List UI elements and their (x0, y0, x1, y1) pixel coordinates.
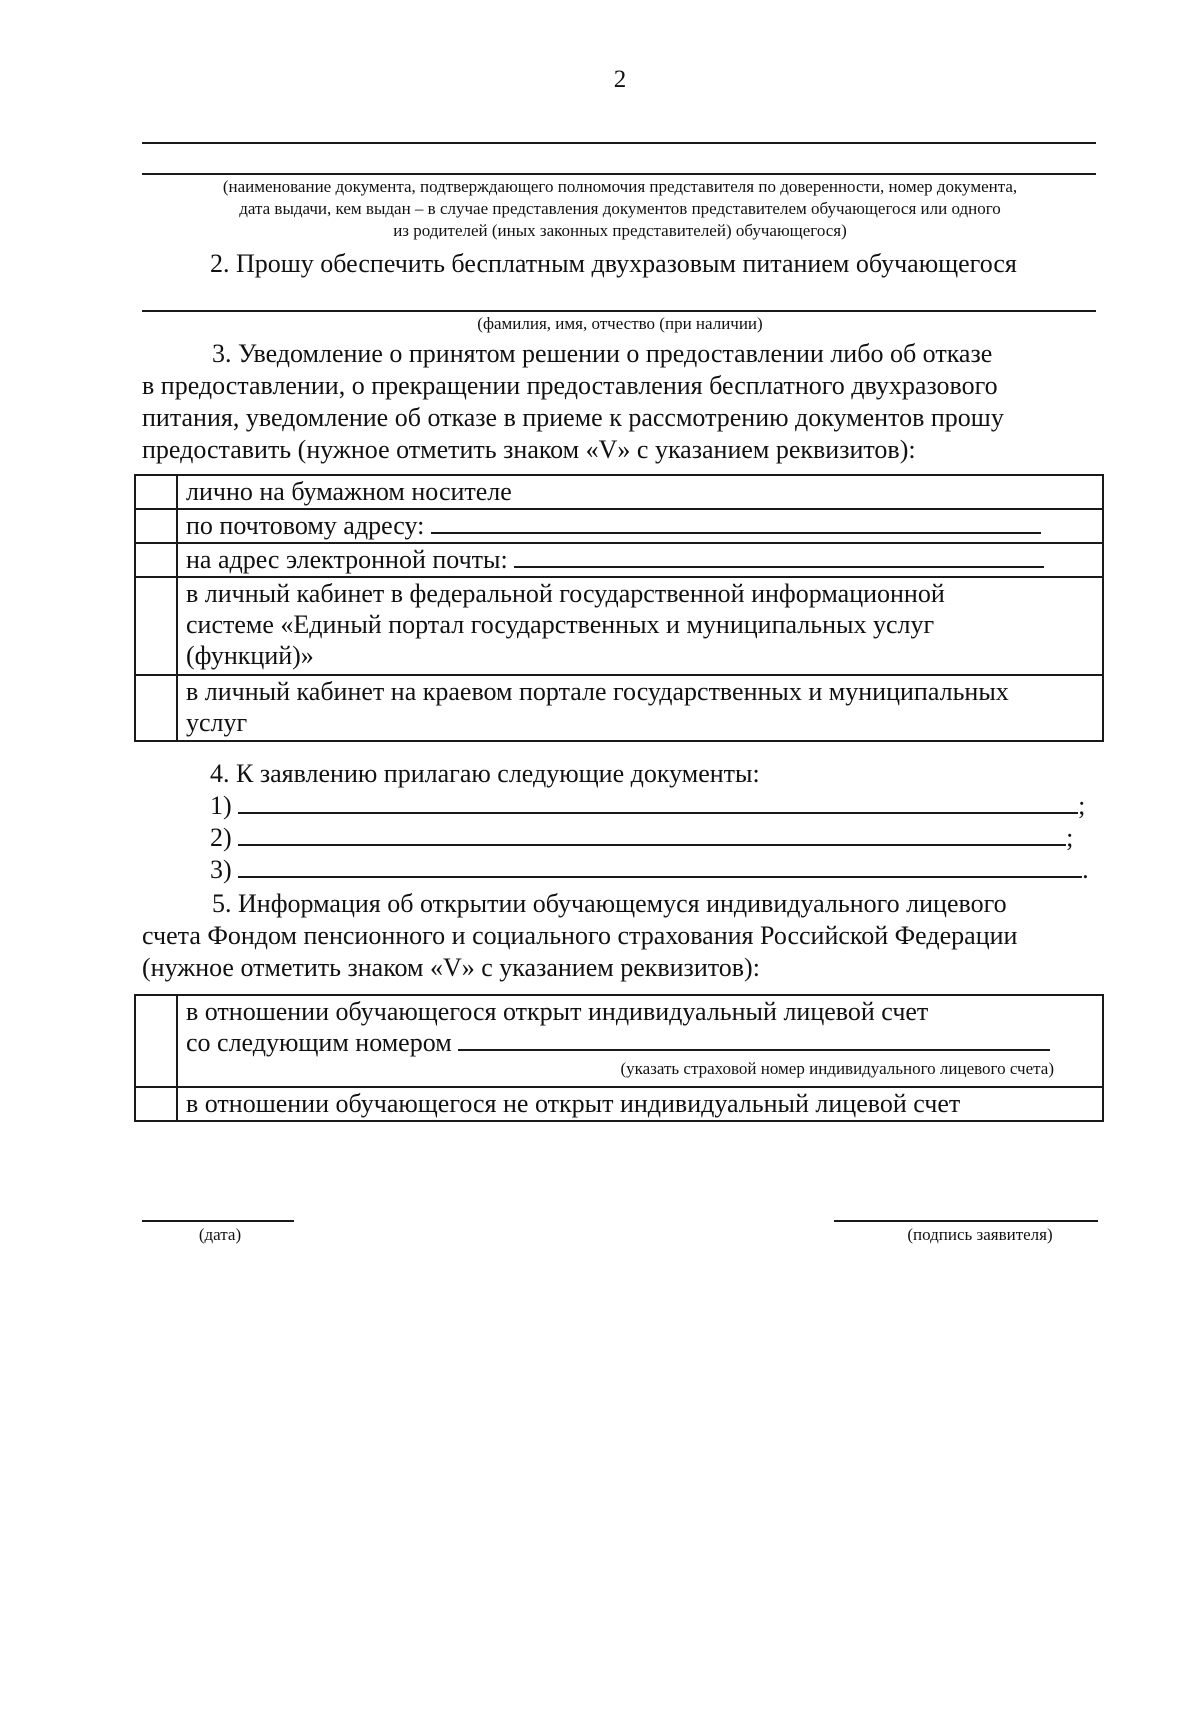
attachment-end: ; (1066, 823, 1074, 852)
postal-address-field[interactable] (431, 510, 1041, 534)
checkbox-email[interactable] (135, 543, 177, 577)
account-options-table (134, 994, 1104, 1122)
checkbox-paper[interactable] (135, 475, 177, 509)
attachment-2 (210, 822, 1073, 854)
item2-text: 2. Прошу обеспечить бесплатным двухразовым питанием обучающегося (210, 249, 1017, 278)
option-postal (177, 509, 1103, 543)
option-gosuslugi-line: системе «Единый портал государственных и муниципальных услуг (186, 610, 935, 639)
signature-line[interactable] (834, 1220, 1098, 1222)
representative-doc-line-1[interactable] (142, 142, 1096, 144)
item3-line: 3. Уведомление о принятом решении о предоставлении либо об отказе (212, 339, 993, 368)
item5-line: (нужное отметить знаком «V» с указанием реквизитов): (142, 953, 760, 982)
checkbox-postal[interactable] (135, 509, 177, 543)
student-name-line[interactable] (142, 310, 1096, 312)
notification-options-table (134, 474, 1104, 742)
attachment-1 (210, 790, 1085, 822)
checkbox-account-not-open[interactable] (135, 1087, 177, 1121)
checkbox-regional-portal[interactable] (135, 675, 177, 741)
account-open-line: в отношении обучающегося открыт индивидуальный лицевой счет (186, 997, 929, 1026)
option-gosuslugi-line: в личный кабинет в федеральной государственной информационной (186, 579, 945, 608)
checkbox-account-open[interactable] (135, 995, 177, 1087)
item5-line: счета Фондом пенсионного и социального страхования Российской Федерации (142, 921, 1018, 950)
option-account-not-open: в отношении обучающегося не открыт индивидуальный лицевой счет (177, 1087, 1103, 1121)
option-row (135, 995, 1103, 1087)
option-gosuslugi (177, 577, 1103, 675)
attachment-end: ; (1078, 791, 1086, 820)
option-email-label: на адрес электронной почты: (186, 545, 508, 574)
item5-paragraph (142, 888, 1104, 984)
option-row (135, 475, 1103, 509)
account-number-label: со следующим номером (186, 1028, 452, 1057)
option-account-open (177, 995, 1103, 1087)
student-name-caption: (фамилия, имя, отчество (при наличии) (477, 314, 763, 333)
option-regional-line: в личный кабинет на краевом портале государственных и муниципальных (186, 677, 1009, 706)
item5-line: 5. Информация об открытии обучающемуся индивидуального лицевого (212, 889, 1007, 918)
signature-caption: (подпись заявителя) (907, 1225, 1053, 1244)
option-row (135, 1087, 1103, 1121)
account-number-caption: (указать страховой номер индивидуального лицевого счета) (620, 1059, 1054, 1078)
caption-line: (наименование документа, подтверждающего полномочия представителя по доверенности, номер документа, (222, 177, 1018, 196)
attachment-field-3[interactable] (238, 854, 1082, 878)
option-regional-portal (177, 675, 1103, 741)
attachment-3 (210, 854, 1089, 886)
account-number-field[interactable] (458, 1027, 1050, 1051)
account-open-line-2 (186, 1027, 1094, 1058)
item3-line: предоставить (нужное отметить знаком «V» с указанием реквизитов): (142, 435, 916, 464)
option-email (177, 543, 1103, 577)
attachment-field-2[interactable] (238, 822, 1066, 846)
option-row (135, 675, 1103, 741)
item3-line: в предоставлении, о прекращении предоставления бесплатного двухразового (142, 371, 998, 400)
option-row (135, 543, 1103, 577)
option-paper: лично на бумажном носителе (177, 475, 1103, 509)
item4-text: 4. К заявлению прилагаю следующие документы: (210, 759, 760, 788)
checkbox-gosuslugi[interactable] (135, 577, 177, 675)
representative-doc-line-2[interactable] (142, 173, 1096, 175)
item3-line: питания, уведомление об отказе в приеме к рассмотрению документов прошу (142, 403, 1004, 432)
attachment-num: 1) (210, 791, 232, 820)
option-row (135, 577, 1103, 675)
date-caption: (дата) (198, 1225, 242, 1244)
option-row (135, 509, 1103, 543)
option-postal-label: по почтовому адресу: (186, 511, 425, 540)
page-number: 2 (613, 66, 627, 93)
email-address-field[interactable] (514, 544, 1044, 568)
option-regional-line: услуг (186, 708, 248, 737)
caption-line: дата выдачи, кем выдан – в случае представления документов представителем обучающегося или одного (239, 199, 1001, 218)
attachment-end: . (1082, 855, 1089, 884)
attachment-num: 3) (210, 855, 232, 884)
date-line[interactable] (142, 1220, 294, 1222)
caption-line: из родителей (иных законных представителей) обучающегося) (393, 221, 847, 240)
attachment-num: 2) (210, 823, 232, 852)
option-gosuslugi-line: (функций)» (186, 641, 314, 670)
attachment-field-1[interactable] (238, 790, 1078, 814)
item3-paragraph (142, 338, 1104, 466)
representative-doc-caption (140, 176, 1100, 242)
